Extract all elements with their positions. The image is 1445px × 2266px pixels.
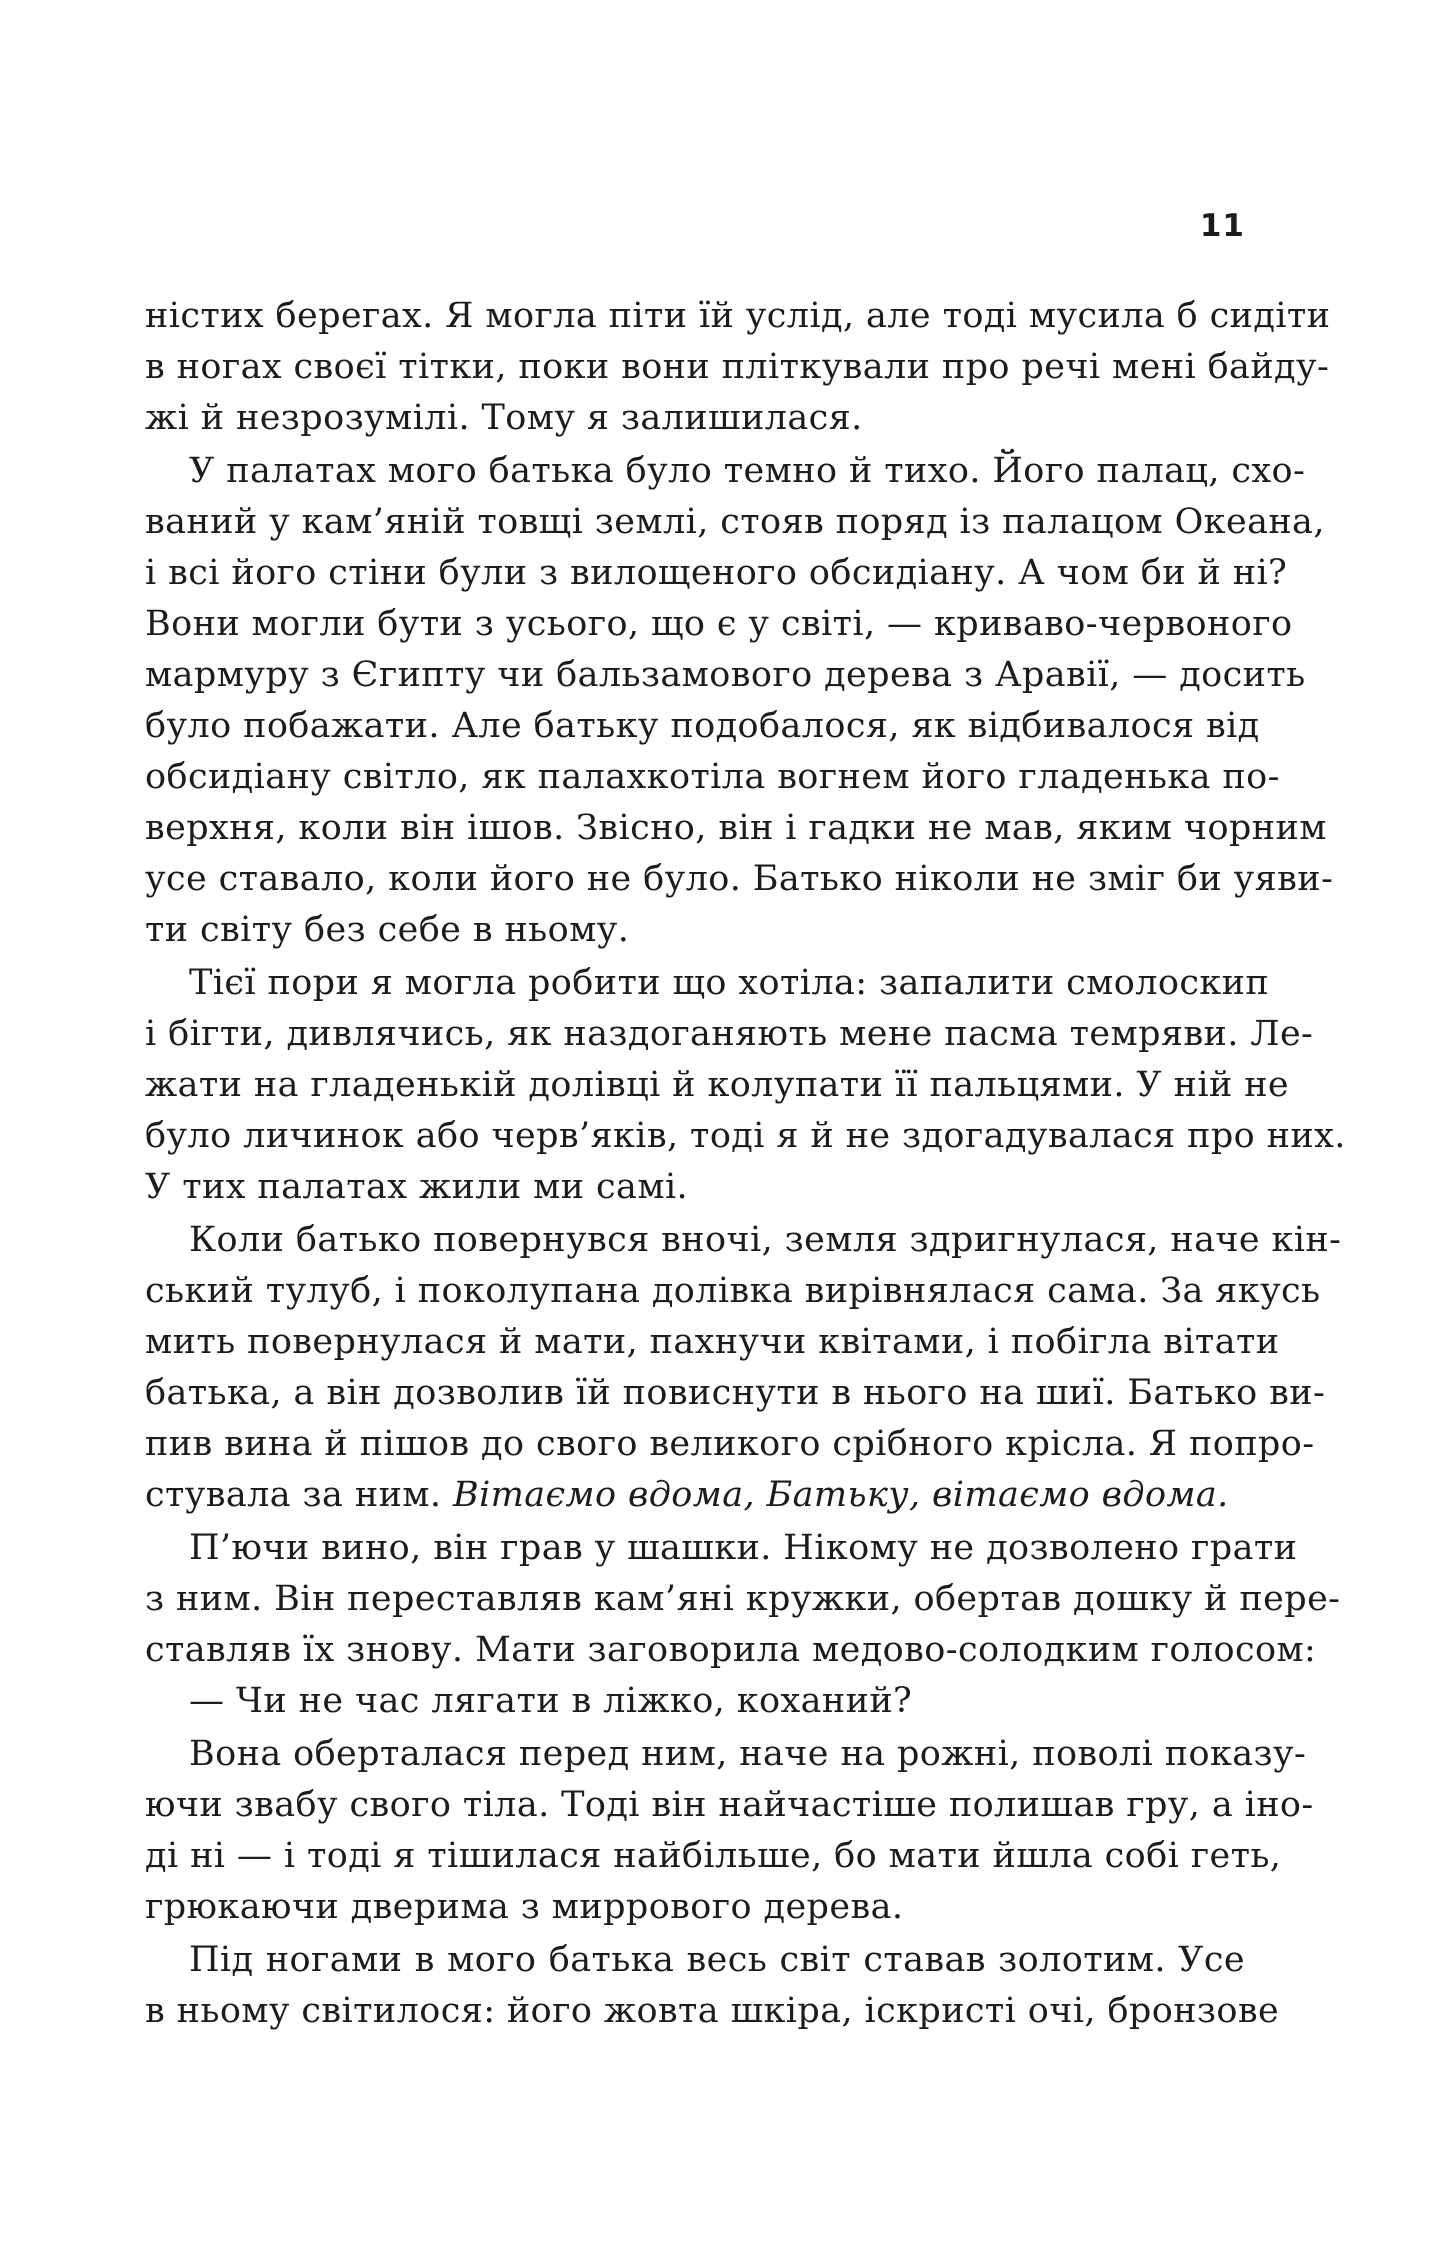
text-line: було личинок або черв’яків, тоді я й не здогадувалася про них. <box>145 1116 1346 1156</box>
text-line: мить повернулася й мати, пахнучи квітами, і побігла вітати <box>145 1322 1280 1362</box>
italic-greeting: Вітаємо вдома, Батьку, вітаємо вдома. <box>452 1475 1229 1515</box>
text-line: в ньому світилося: його жовта шкіра, іскристі очі, бронзове <box>145 1991 1280 2031</box>
text-line: У тих палатах жили ми самі. <box>145 1167 689 1207</box>
text-line: Під ногами в мого батька весь світ ставав золотим. Усе <box>189 1940 1245 1980</box>
text-line: усе ставало, коли його не було. Батько ніколи не зміг би уяви- <box>145 859 1334 899</box>
text-line: У палатах мого батька було темно й тихо. Його палац, схо- <box>189 451 1306 491</box>
text-line: батька, а він дозволив їй повиснути в нього на шиї. Батько ви- <box>145 1373 1326 1413</box>
text-line: з ним. Він переставляв кам’яні кружки, обертав дошку й пере- <box>145 1579 1341 1619</box>
text-line: Коли батько повернувся вночі, земля здригнулася, наче кін- <box>189 1220 1342 1260</box>
text-line: жі й незрозумілі. Тому я залишилася. <box>145 398 863 438</box>
text-line <box>145 1470 1245 1521</box>
text-line: Вони могли бути з усього, що є у світі, — криваво-червоного <box>145 604 1293 644</box>
text-line: і бігти, дивлячись, як наздоганяють мене пасма темряви. Ле- <box>145 1014 1314 1054</box>
text-line: обсидіану світло, як палахкотіла вогнем його гладенька по- <box>145 757 1280 797</box>
text-line: пив вина й пішов до свого великого срібного крісла. Я попро- <box>145 1424 1315 1464</box>
text-line: ваний у кам’яній товщі землі, стояв поряд із палацом Океана, <box>145 502 1325 542</box>
text-line: ді ні — і тоді я тішилася найбільше, бо мати йшла собі геть, <box>145 1836 1282 1876</box>
text-line: в ногах своєї тітки, поки вони пліткували про речі мені байду- <box>145 347 1330 387</box>
text-line: ючи звабу свого тіла. Тоді він найчастіше полишав гру, а іно- <box>145 1785 1314 1825</box>
text-line: і всі його стіни були з вилощеного обсидіану. А чом би й ні? <box>145 553 1288 593</box>
text-line: ти світу без себе в ньому. <box>145 910 630 950</box>
page-number: 11 <box>1199 208 1245 244</box>
text-line: верхня, коли він ішов. Звісно, він і гадки не мав, яким чорним <box>145 808 1327 848</box>
text-span: стувала за ним. <box>145 1475 453 1515</box>
text-line: П’ючи вино, він грав у шашки. Нікому не дозволено грати <box>189 1528 1298 1568</box>
text-line: грюкаючи дверима з миррового дерева. <box>145 1887 904 1927</box>
text-line: — Чи не час лягати в ліжко, коханий? <box>189 1681 913 1721</box>
text-line: Вона оберталася перед ним, наче на рожні, поволі показу- <box>189 1734 1307 1774</box>
text-line: було побажати. Але батьку подобалося, як відбивалося від <box>145 706 1260 746</box>
text-line: Тієї пори я могла робити що хотіла: запалити смолоскип <box>189 963 1270 1003</box>
text-line: ністих берегах. Я могла піти їй услід, але тоді мусила б сидіти <box>145 296 1331 336</box>
text-line: ставляв їх знову. Мати заговорила медово-солодким голосом: <box>145 1630 1317 1670</box>
text-line: жати на гладенькій долівці й колупати її пальцями. У ній не <box>145 1065 1290 1105</box>
text-line: мармуру з Єгипту чи бальзамового дерева з Аравії, — досить <box>145 655 1306 695</box>
text-line: ський тулуб, і поколупана долівка вирівнялася сама. За якусь <box>145 1271 1321 1311</box>
